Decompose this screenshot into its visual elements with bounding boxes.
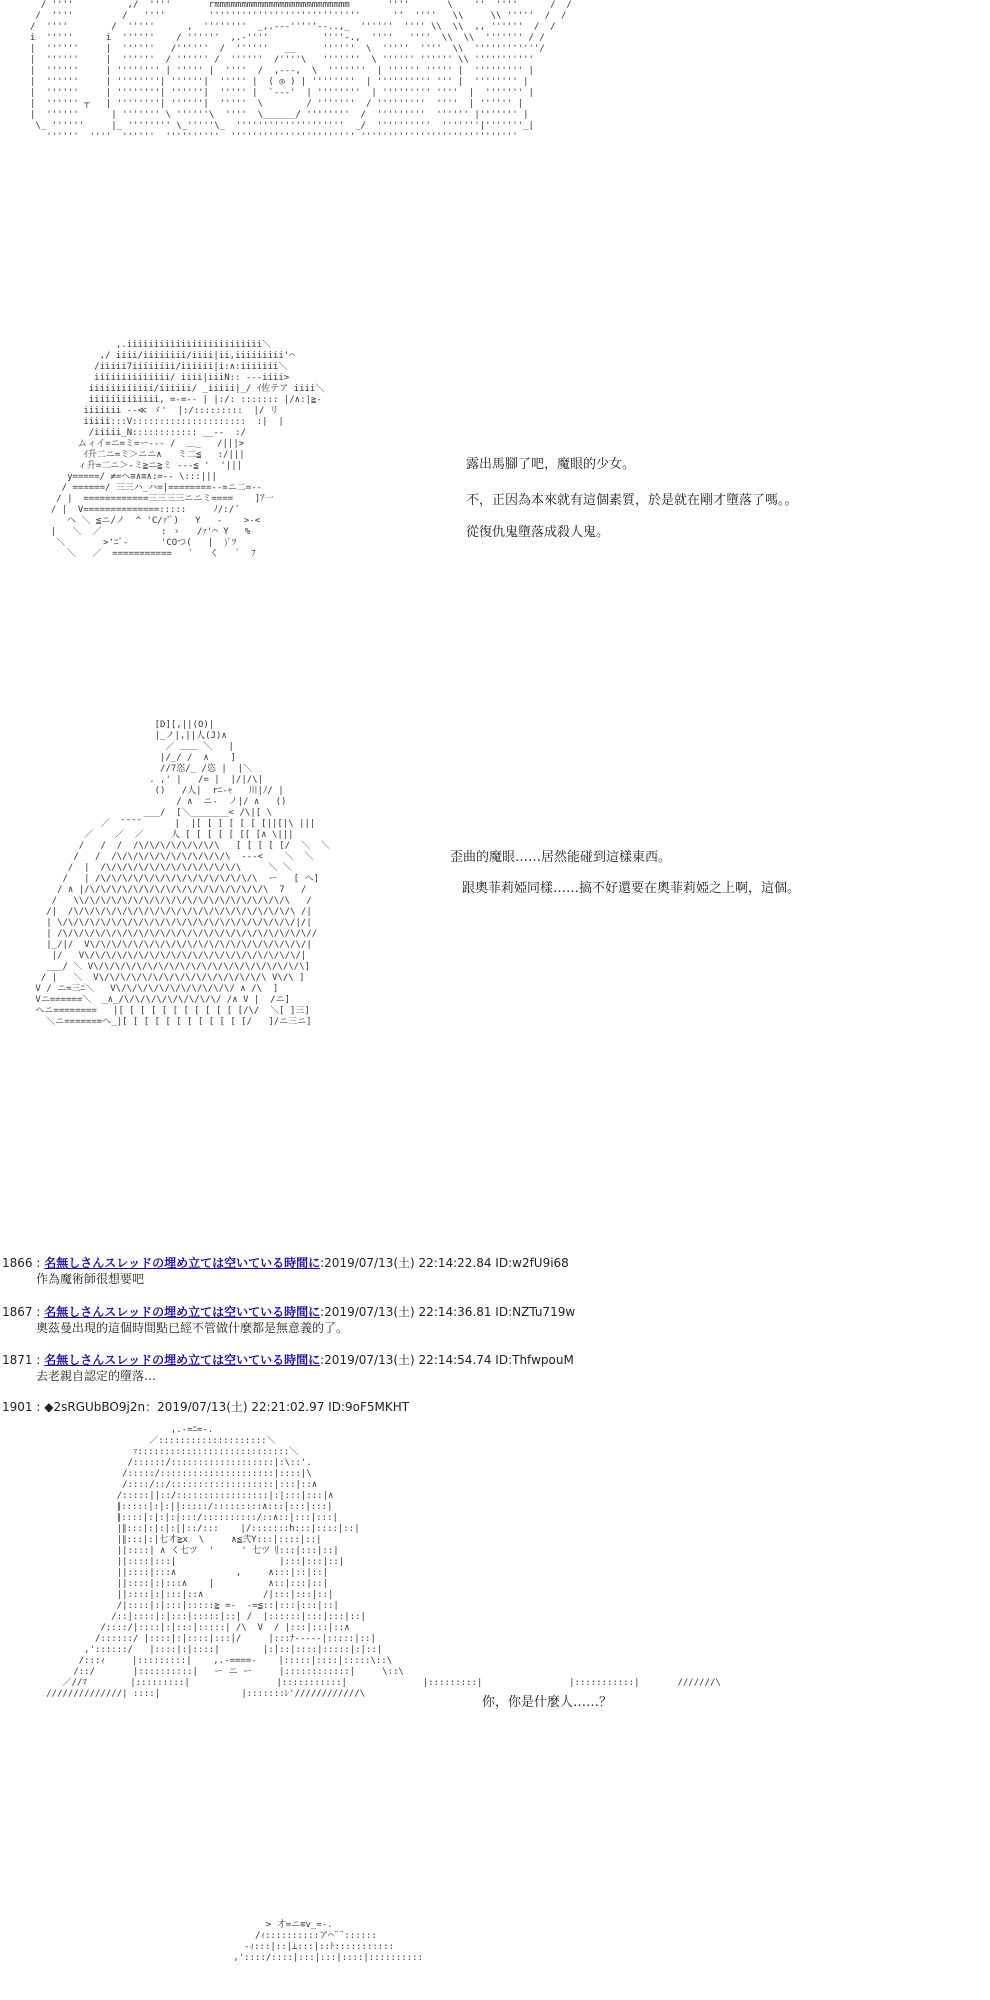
dialogue-line: 不，正因為本來就有這個素質，於是就在剛才墮落了嗎。。 [466, 493, 798, 508]
dialogue-line: 你，你是什麼人……？ [482, 1695, 613, 1710]
post-meta: :2019/07/13(土) 22:14:54.74 ID:ThfwpouM [320, 1353, 574, 1367]
post-number: 1866 : [2, 1256, 41, 1270]
post-number: 1867 : [2, 1305, 41, 1319]
dialogue-line: 從復仇鬼墮落成殺人鬼。 [466, 525, 610, 540]
armored-knight-ascii-art: [D][,||(O)| |_ノ|,||人(J)∧ ／ ＿＿ ＼ | |/_/ / ∧ ] //7恣/_ /恣 | |＼ . ,' | /= | |/|/\| () /人| rﾆ‐ｬ 川|ﾉ/ | / ∧ ニ‐ ノ|/ ∧ () ___/ [＼_______< /\|[ \ ／ ¯¯¯¯ | |[ [ [ [ [ [ [||[|\ ||| ／ ／ ／ 人 [ [ [ [ [ [[ [∧ \||| / / / /\/\/\/\/\/\/\/\ [ [ [ [ [/ ＼ ＼ / / /\/\/\/\/\/\/\/\/\/\/\ ---< ＼ ＼ / | /\/\/\/\/\/\/\/\/\/\/\/\/\ ＼ ＼ / | /\/\/\/\/\/\/\/\/\/\/\/\/\/\/\ ー [ ヘ] / ∧ |/\/\/\/\/\/\/\/\/\/\/\/\/\/\/\/\/\ 7 / / \\/\/\/\/\/\/\/\/\/\/\/\/\/\/\/\/\/\/\/\ / /| /\/\/\/\/\/\/\/\/\/\/\/\/\/\/\/\/\/\/\/\/\ /| | \/\/\/\/\/\/\/\/\/\/\/\/\/\/\/\/\/\/\/\/\/\/|/| | /\/\/\/\/\/\/\/\/\/\/\/\/\/\/\/\/\/\/\/\/\/\/\// |_/|/ V\/\/\/\/\/\/\/\/\/\/\/\/\/\/\/\/\/\/\/\/| |/ V\/\/\/\/\/\/\/\/\/\/\/\/\/\/\/\/\/\/\/\/| ___/ ＼ V\/\/\/\/\/\/\/\/\/\/\/\/\/\/\/\/\/\/\/\] / | ＼ V\/\/\/\/\/\/\/\/\/\/\/\/\/\/\/\ V\/\ ] V / ニ=三ﾆ＼ V\/\/\/\/\/\/\/\/\/\/\/ ∧ /\ ] Vニ======＼ _∧_/\/\/\/\/\/\/\/\/\/ /∧ V | /ニ] ヘニ======== |[ [ [ [ [ [ [ [ [ [ [ [/\/ ＼[ ]三] ＼ニ=======ヘ_|[ [ [ [ [ [ [ [ [ [ [ [/ ]/ニ三ニ] [35, 720, 330, 1027]
post-body: 奧茲曼出現的這個時間點已經不管做什麼都是無意義的了。 [36, 1321, 349, 1335]
post-meta: :2019/07/13(土) 22:14:22.84 ID:w2fU9i68 [320, 1256, 569, 1270]
building-ascii-art: / '''' ,/ '''' rmmmmmmmmmmmmmmmmmmmmmmmmm '''' \ '' '''' / / / '''' / '''' '''''''''''''''''''''''''''' '' '''' \\ \\ ''''' / / / '''' / ''''' , '''''''' _,.-‐‐'''''‐-..,_ '''''' '''' \\ \\ ,, '''''' / / i ''''' i '''''' / '''''' ,.-'''' ''''-., '''' '''' \\ \\ ''''''' / / | '''''' | '''''' /'''''' / '''''' __ '''''' \ ''''' '''' \\ ''''''''''''/ | '''''' | '''''' / '''''' / '''''' /''''\ ''''''' \ '''''' '''''' \\ ''''''''''' | '''''' | '''''''' | ''''' | '''' / ,-‐-, \ ''''''' | '''''' ''''' | ''''''''' | | '''''' | ''''''''| ''''''| ''''' | ( ◎ ) | '''''''' | '''''''''' ''' | '''''''' | | '''''' | ''''''''| ''''''| ''''' | `‐-‐' | '''''''' | ''''''''' '''' | ''''''' | | '''''' ┬ | ''''''''| ''''''| ''''' \ / ''''''' / ''''''''' '''' | '''''' | | '''''' | ''''''' \ ''''''\ '''' \______/ '''''''' / ''''''''' '''''' |''''''' | \_ '''''' |_ '''''''' \_'''''\_ '''''''''''''''''''' _/ '''''''''' '''''''|'''''''_| '''''' '''' '''''' '''''''''' ''''''''''''''''''''''' ''''''''''''''''''''''''''''' [30, 0, 572, 142]
girl-ascii-art: ,.-=ﾆ=-. ／::::::::::::::::::::＼ ｧ::::::::::::::::::::::::::::＼ /::::::/:::::::::::::::::::|:\::'. /:::::/:::::::::::::::::::::|::::|\ /::::/::/:::::::::::::::::::|:::|::∧ /:::::||::/:::::::::::::::::|:|:::|:::|∧ ∥:::::|:|:||:::::/:::::::::∧:::|:::|:::| ∥::::|:|:|:|:::/::::::::::/::∧::|:::|:::| |∥:::|:|:|:||::/::: |/:::::::h:::|::::|::| |∥:::|:|七才≧x \ ∧≦弐Y:::|::::|::| ||::::| ∧ く七ツ ' ' 七ツ刂:::|:::|::| ||::::|:::| |:::|:::|::| ||::::|:::∧ , ∧:::|::|::| ||::::|:|:::∧ | ∧::|:::|::| ||::::|:|:::|::∧ /|:::|:::|::| /|::::|:|:::|:::::≧ =- -=≦::|:::|:::|::| /::|::::|:|:::|:::::|::| / |::::::|:::|:::|::| /::::/|::::|:|:::|:::::| /\ V / |:::|:::|::∧ /::::::/ |::::|:|::::|:::|/ |:::ﾅ-----|:::::|::| ,'::::::/ |::::|:|::::| |:|::|::::|:::::|:|::| /:::ｨ |:::::::::| ,.-====- |:::::|::::|:::::\::\ /::/ |::::::::::| ー ニ ー |::::::::::::| \::\ ／//ﾏ |:::::::::| |:::::::::::| |:::::::::| |:::::::::::| ///////\ //////////////| ::::| |:::::::ﾚ'////////////\ [46, 1425, 721, 1699]
post-body: 去老親自認定的墮落… [36, 1369, 157, 1383]
post-1871 [2, 1352, 574, 1384]
caped-figure-ascii-art: ,.iiiiiiiiiiiiiiiiiiiiiiiii＼ ,/ iiii/iiiiiiii/iiii|ii,iiiiiiiii'⌒ /iiiii7iiiiiiii/iiiiii|i:∧:iiiiiii＼ iiiiiiiiiiiiii/ iiii|iiiN:: --‐iiii> iiiiiiiiiiii/iiiiii/ _iiiii|_/ ｲ佐テア iiii＼ iiiiiiiiiiiii, =-=-- | |:/: ::::::: |/∧:|≧- iiiiiii --≪ ゞ' |:/::::::::: |/ リ iiiii:::V::::::::::::::::::::: :| | /iiiii_N:::::::::::: __-- :/ ムィイ=ニ=ミ=ー‐-- / ＿_ /|||> ｲ升二ニ=ミ＞ニニ∧ ミ二≦ :/||| ィ升=二ニ＞-ミ≧ニ≧ミ ---≦ ' '||| y=====/ ≠=ヘ≡∧≡∧:=-- \:::||| / ======/ 三三ハ_ハ=|========--=ニ二=-- / | ============三三三三ニニミ==== ]ｱ一 / | V==============::::: ﾉ/:/´ ヘ ＼ ≦ニ/ノ ^ 'C/ｧ'ﾞ) Y ‐ >‐< | ＼ ／ : ゝ /ｧ'⌒ Y % ＼ >'ﾆﾞ- 'COつ( | )ﾞﾂ ＼ ／ =========== ` く ` ﾌ [50, 340, 325, 559]
post-number: 1901 : [2, 1400, 41, 1414]
post-1866 [2, 1255, 569, 1287]
post-trip: ◆2sRGUbBO9j2n [44, 1400, 146, 1414]
dialogue-line: 跟奧菲莉婭同樣……搞不好還要在奧菲莉婭之上啊，這個。 [462, 881, 801, 896]
post-author-link[interactable]: 名無しさんスレッドの埋め立ては空いている時間に [44, 1353, 321, 1367]
dialogue-line: 歪曲的魔眼……居然能碰到這樣東西。 [450, 850, 672, 865]
post-body: 作為魔術師很想要吧 [36, 1272, 145, 1286]
post-1901 [2, 1399, 409, 1415]
post-number: 1871 : [2, 1353, 41, 1367]
post-author-link[interactable]: 名無しさんスレッドの埋め立ては空いている時間に [44, 1256, 321, 1270]
dialogue-line: 露出馬腳了吧，魔眼的少女。 [466, 457, 636, 472]
partial-ascii-art: > 才=ニ≡v_=-. /ｨ::::::::::ア⌒¨¨:::::: -ｨ:::|::|⊥:::|::ﾄ::::::::::: ,'::::/::::|:::|:::|::::|:::::::::: [233, 1920, 423, 1963]
post-1867 [2, 1304, 575, 1336]
post-author-link[interactable]: 名無しさんスレッドの埋め立ては空いている時間に [44, 1305, 321, 1319]
post-meta: :2019/07/13(土) 22:14:36.81 ID:NZTu719w [320, 1305, 576, 1319]
post-meta: ：2019/07/13(土) 22:21:02.97 ID:9oF5MKHT [145, 1400, 410, 1414]
